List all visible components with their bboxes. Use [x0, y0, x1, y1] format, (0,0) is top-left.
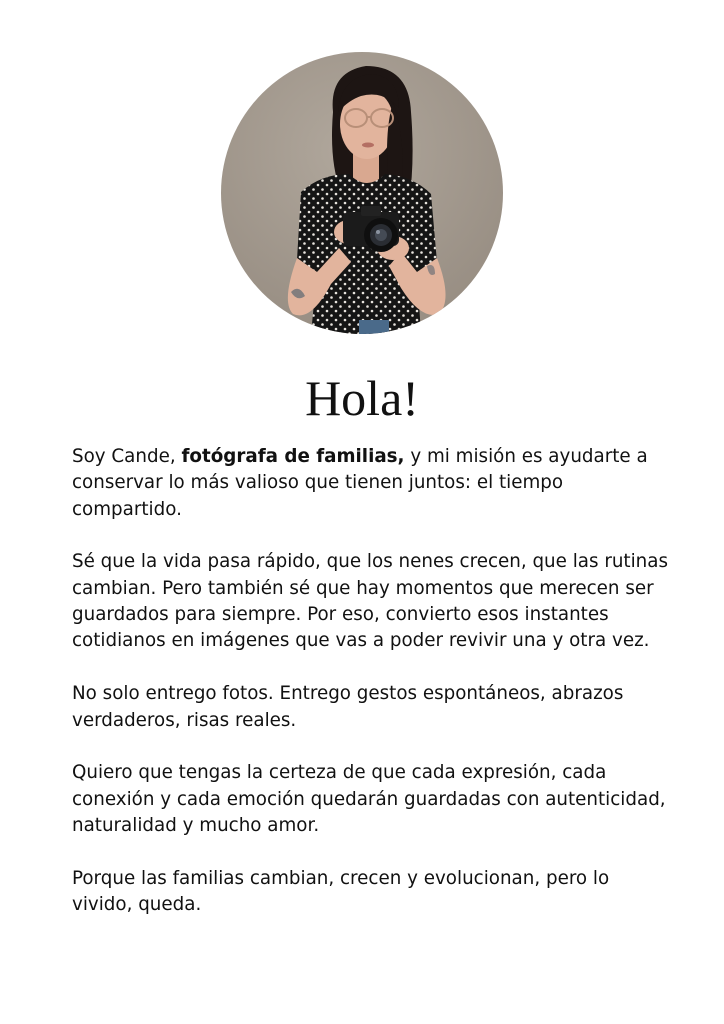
life-paragraph: Sé que la vida pasa rápido, que los nenes crecen, que las rutinas cambian. Pero también sé que hay momentos que merecen ser guardados para siempre. Por eso, convierto esos instantes cotidianos en imágenes que vas a poder revivir una y otra vez. [72, 551, 668, 652]
intro-text-start: Soy Cande, [72, 446, 182, 467]
intro-paragraph [72, 444, 672, 523]
intro-text-end: y mi misión es ayudarte a conservar lo más valioso que tienen juntos: el tiempo compartido. [72, 446, 648, 520]
bio-text [72, 444, 672, 945]
promise-paragraph: Quiero que tengas la certeza de que cada expresión, cada conexión y cada emoción quedarán guardadas con autenticidad, naturalidad y mucho amor. [72, 762, 666, 837]
page-title: Hola! [305, 370, 419, 426]
closing-paragraph: Porque las familias cambian, crecen y evolucionan, pero lo vivido, queda. [72, 867, 610, 916]
intro-highlight: fotógrafa de familias, [181, 446, 405, 467]
portrait-photo [221, 52, 503, 334]
delivery-paragraph: No solo entrego fotos. Entrego gestos espontáneos, abrazos verdaderos, risas reales. [72, 683, 624, 731]
